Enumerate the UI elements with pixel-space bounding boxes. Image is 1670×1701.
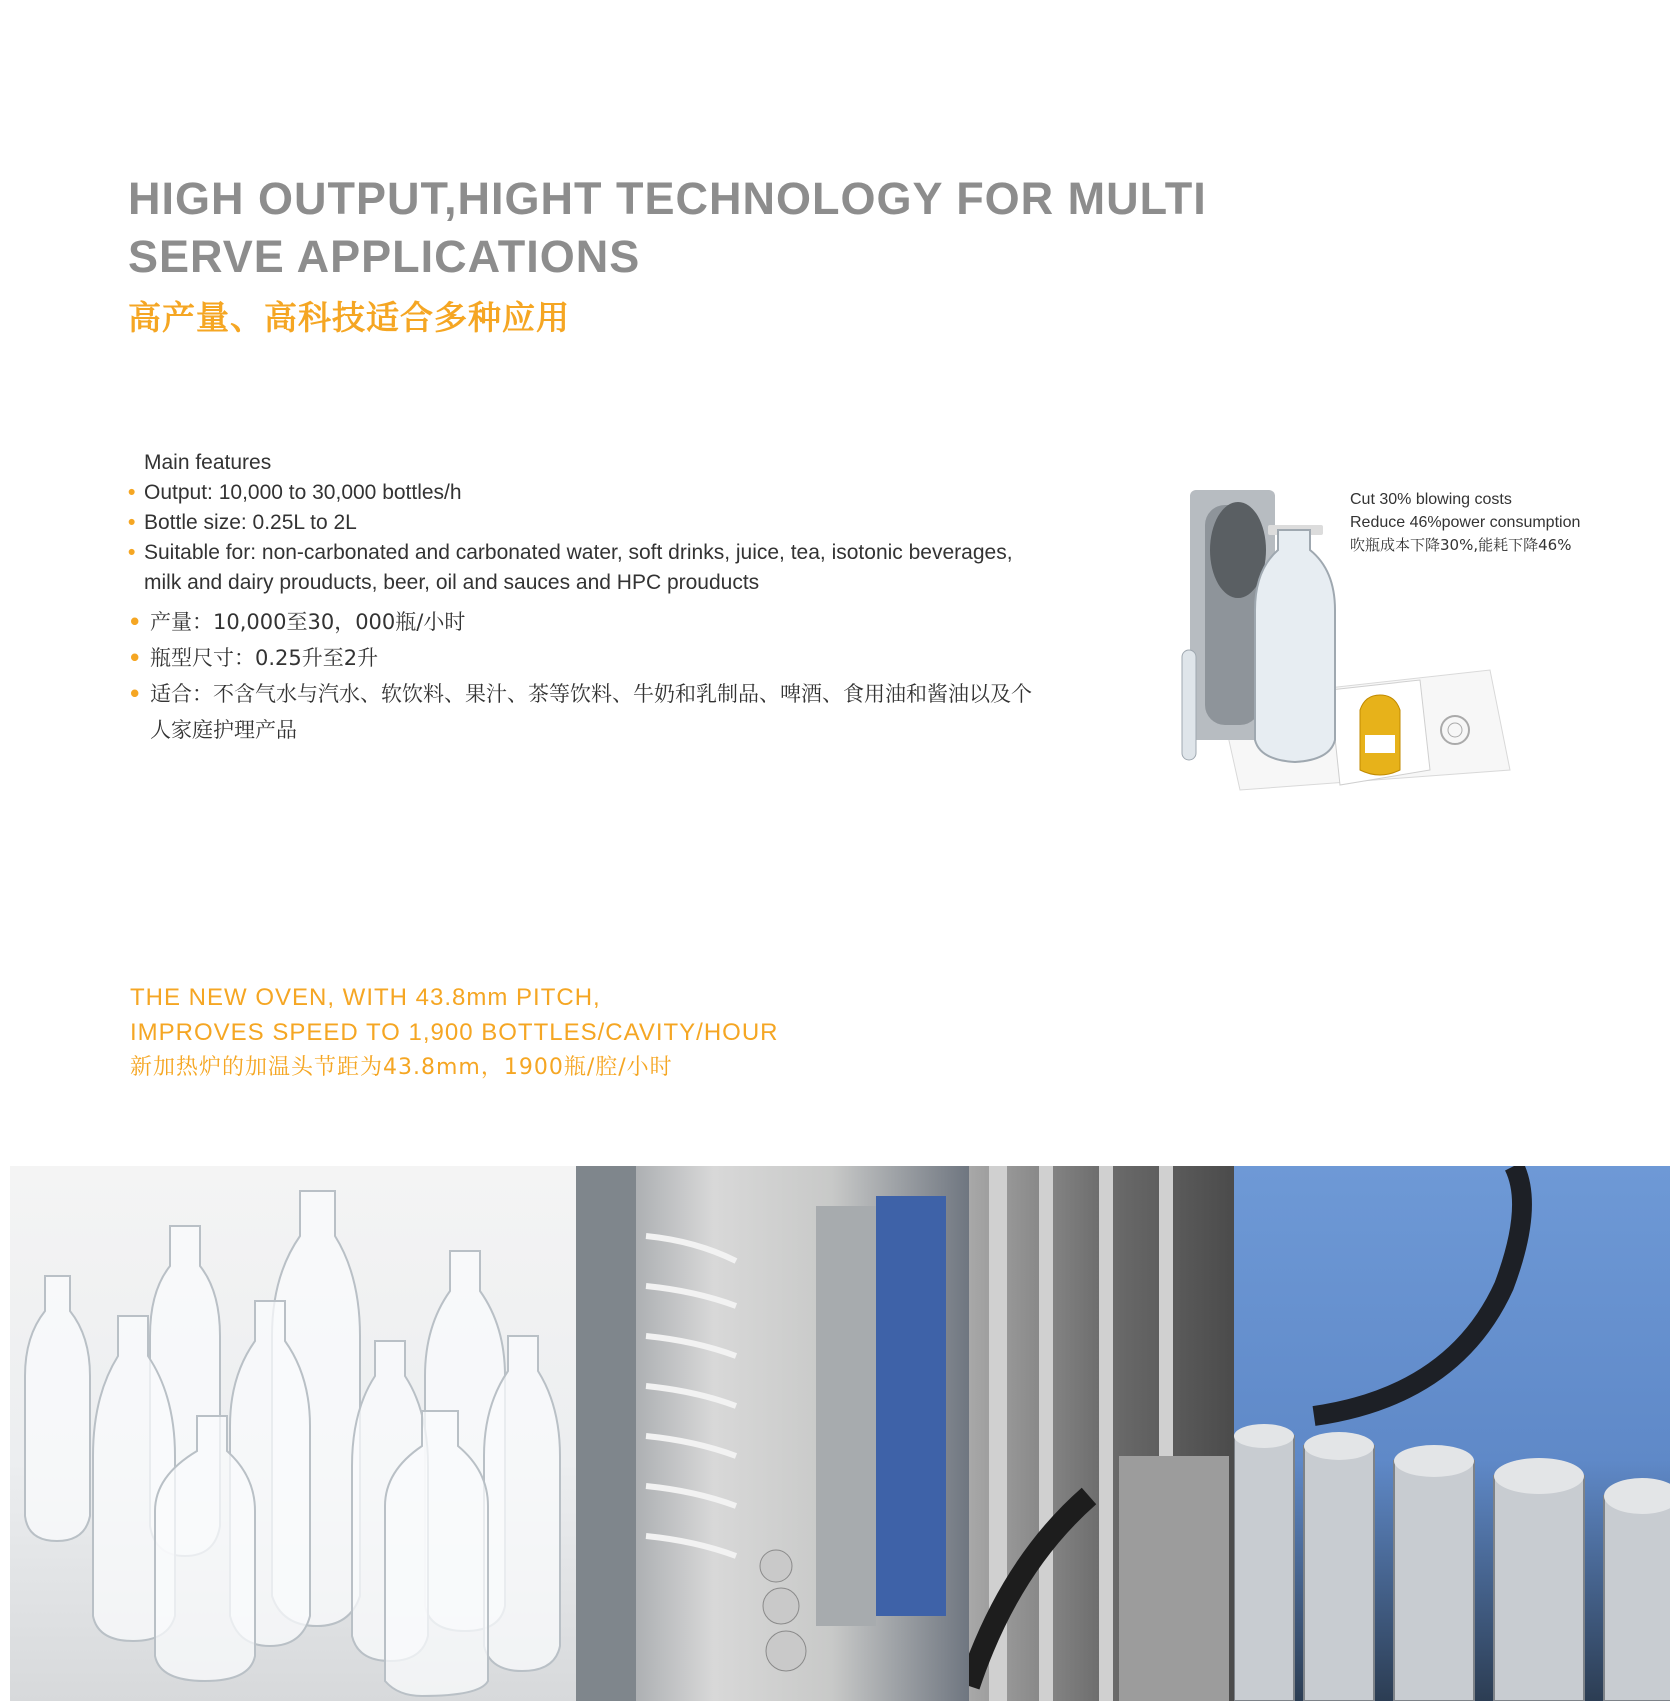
feature-text: Output: 10,000 to 30,000 bottles/h xyxy=(144,481,462,504)
feature-output xyxy=(128,478,1048,508)
oven-chinese: 新加热炉的加温头节距为43.8mm，1900瓶/腔/小时 xyxy=(130,1055,673,1080)
photo-strip xyxy=(10,1166,1670,1701)
heater-image xyxy=(576,1166,969,1701)
feature-text: Bottle size: 0.25L to 2L xyxy=(144,511,357,534)
bullet-icon: • xyxy=(128,610,142,634)
bullet-icon: • xyxy=(128,511,136,534)
feature-bottle-size xyxy=(128,508,1048,538)
benefit-chinese: 吹瓶成本下降30%,能耗下降46% xyxy=(1350,536,1572,554)
bottles-image xyxy=(10,1166,576,1701)
photo-heating-lamps xyxy=(969,1166,1234,1701)
oven-line-1: THE NEW OVEN, WITH 43.8mm PITCH, xyxy=(130,984,601,1011)
benefit-power: Reduce 46%power consumption xyxy=(1350,514,1581,531)
feature-suitable-for-cn xyxy=(128,676,1048,748)
rods-image xyxy=(1234,1166,1670,1701)
features-list xyxy=(128,478,1048,598)
bullet-icon: • xyxy=(128,646,142,670)
page-title xyxy=(128,170,1248,286)
feature-text: Suitable for: non-carbonated and carbonated water, soft drinks, juice, tea, isotonic beverages, milk and dairy prouducts, beer, oil and sauces and HPC prouducts xyxy=(144,541,1013,594)
features-list-chinese xyxy=(128,604,1048,748)
main-features xyxy=(128,448,1048,748)
bullet-icon: • xyxy=(128,481,136,504)
feature-suitable-for xyxy=(128,538,1048,598)
bullet-icon: • xyxy=(128,682,142,706)
oven-line-2: IMPROVES SPEED TO 1,900 BOTTLES/CAVITY/HOUR xyxy=(130,1019,779,1046)
features-heading: Main features xyxy=(144,451,272,474)
oven-section xyxy=(130,980,779,1085)
feature-text: 适合：不含气水与汽水、软饮料、果汁、茶等饮料、牛奶和乳制品、啤酒、食用油和酱油以及个人家庭护理产品 xyxy=(150,682,1032,742)
lamps-image xyxy=(969,1166,1234,1701)
feature-text: 产量：10,000至30，000瓶/小时 xyxy=(150,610,466,634)
feature-bottle-size-cn xyxy=(128,640,1048,676)
feature-output-cn xyxy=(128,604,1048,640)
product-benefits xyxy=(1350,488,1580,557)
feature-text: 瓶型尺寸：0.25升至2升 xyxy=(150,646,379,670)
benefit-cost: Cut 30% blowing costs xyxy=(1350,491,1512,508)
title-line-2: SERVE APPLICATIONS xyxy=(128,231,641,282)
photo-oven-heater xyxy=(576,1166,969,1701)
photo-stretch-rods xyxy=(1234,1166,1670,1701)
photo-pet-bottles xyxy=(10,1166,576,1701)
bullet-icon: • xyxy=(128,541,136,564)
title-line-1: HIGH OUTPUT,HIGHT TECHNOLOGY FOR MULTI xyxy=(128,173,1207,224)
page-title-chinese: 高产量、高科技适合多种应用 xyxy=(128,298,570,337)
